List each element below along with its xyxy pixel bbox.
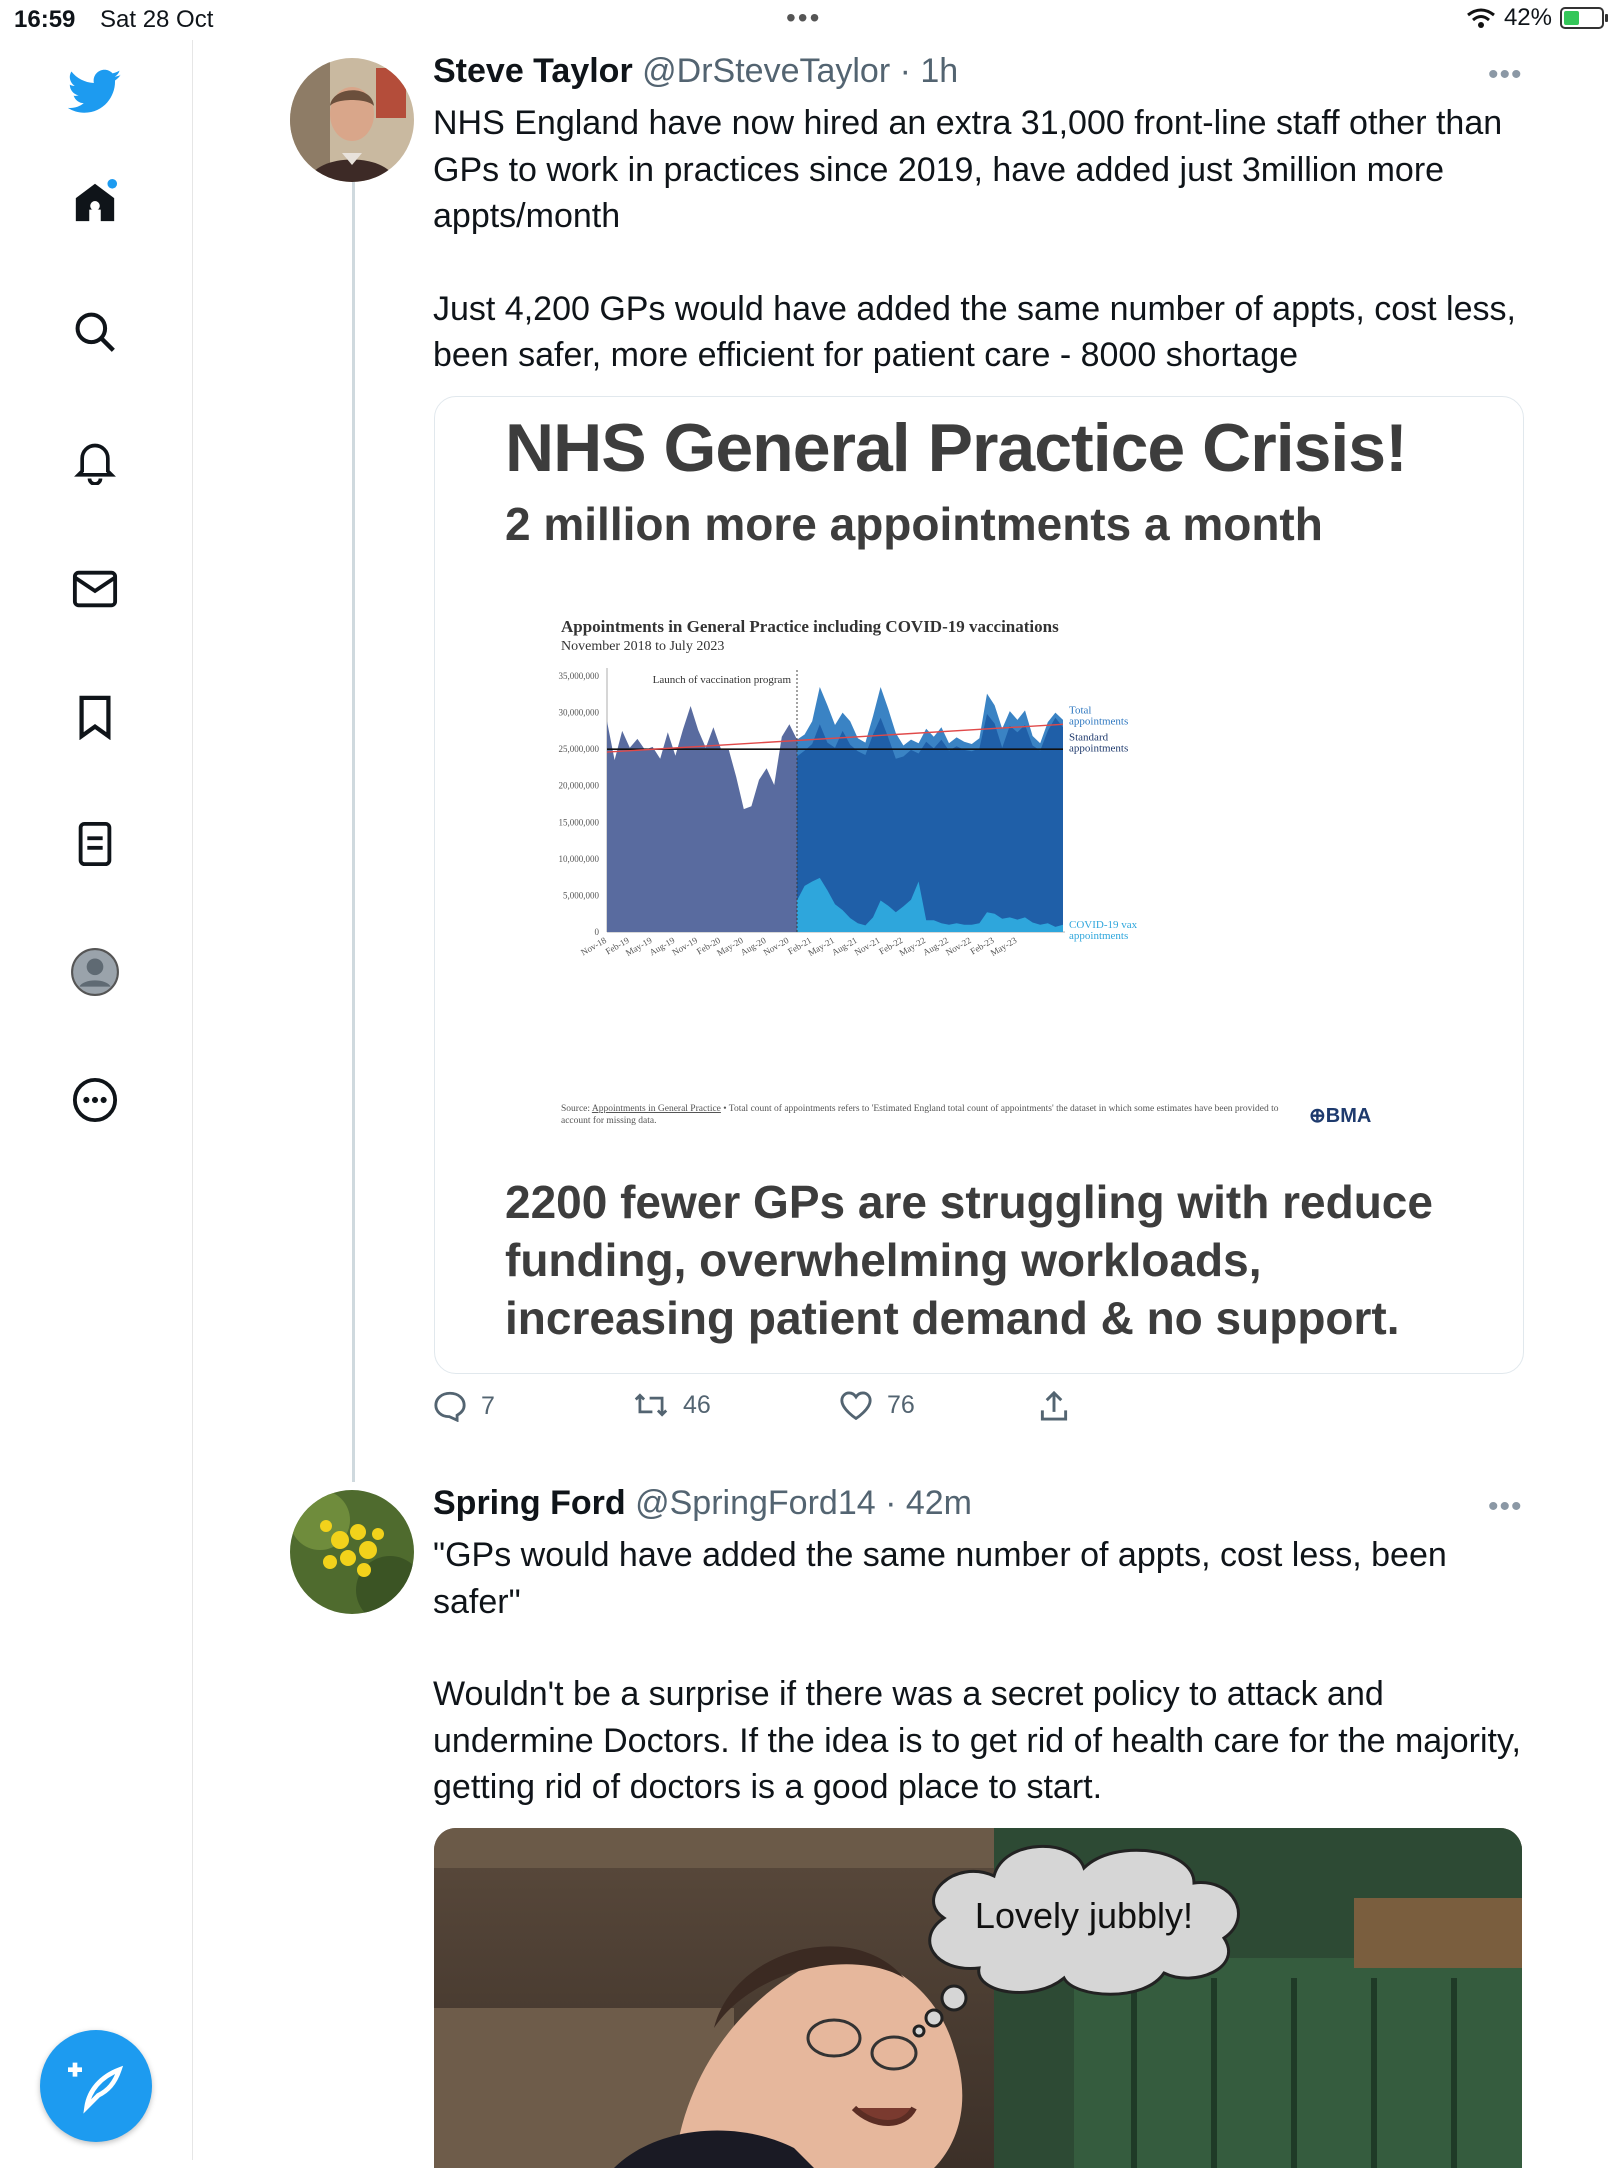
pre-vaccination-area <box>607 706 797 932</box>
x-tick-label: Nov-21 <box>852 935 882 958</box>
tweet-text <box>433 100 1533 379</box>
standard-appointments-area <box>797 714 1063 932</box>
x-tick-label: Feb-19 <box>603 935 631 957</box>
sidebar <box>0 40 193 2160</box>
y-tick-label: 20,000,000 <box>558 780 599 791</box>
retweet-count: 46 <box>683 1390 711 1419</box>
status-time: 16:59 <box>14 6 76 33</box>
reply-icon <box>433 1390 467 1422</box>
legend-standard-appointments: appointments <box>1069 742 1129 755</box>
author-name[interactable]: Steve Taylor <box>433 52 633 90</box>
source-link: Appointments in General Practice <box>591 1104 721 1114</box>
chart-title: Appointments in General Practice including COVID-19 vaccinations <box>561 617 1059 636</box>
bma-logo-icon: ⊕ <box>1309 1105 1326 1127</box>
status-date: Sat 28 Oct <box>100 6 214 33</box>
card-footer-text: 2200 fewer GPs are struggling with reduce funding, overwhelming workloads, increasing patient demand & no support. <box>505 1176 1433 1344</box>
tweet-paragraph: Just 4,200 GPs would have added the same number of appts, cost less, been safer, more efficient for patient care - 8000 shortage <box>433 289 1516 374</box>
legend-total-appointments: Total <box>1069 704 1092 717</box>
x-tick-label: Feb-21 <box>786 935 814 957</box>
avatar-spring-ford[interactable] <box>290 1490 414 1614</box>
legend-standard-appointments: Standard <box>1069 731 1109 744</box>
y-tick-label: 0 <box>594 927 599 937</box>
x-tick-label: Feb-22 <box>877 935 905 957</box>
chart-source <box>561 1103 1301 1127</box>
tweet-time[interactable]: 1h <box>920 52 959 90</box>
y-tick-label: 25,000,000 <box>558 744 599 755</box>
author-handle[interactable]: @SpringFord14 <box>635 1484 876 1522</box>
retweet-icon <box>633 1390 669 1420</box>
y-tick-label: 30,000,000 <box>558 707 599 718</box>
x-tick-label: Aug-22 <box>921 935 950 958</box>
x-tick-label: Nov-20 <box>761 935 791 958</box>
x-tick-label: May-21 <box>806 935 836 958</box>
lists-icon[interactable] <box>68 817 122 871</box>
multitask-dots-icon[interactable]: ••• <box>786 2 822 33</box>
x-tick-label: May-23 <box>988 935 1019 958</box>
compose-feather-icon <box>68 2058 124 2114</box>
author-name[interactable]: Spring Ford <box>433 1484 626 1522</box>
x-tick-label: Aug-20 <box>738 935 768 958</box>
twitter-logo-icon[interactable] <box>68 65 122 119</box>
meme-picture <box>434 1828 1522 2168</box>
appointments-chart <box>547 607 1407 1137</box>
wifi-icon <box>1466 7 1496 29</box>
y-tick-label: 15,000,000 <box>558 817 599 828</box>
tweet-meme-image[interactable] <box>434 1828 1522 2168</box>
tweet-image-card[interactable] <box>434 396 1524 1374</box>
y-tick-label: 35,000,000 <box>558 671 599 681</box>
tweet-actions <box>433 1390 1133 1430</box>
tweet-header: Steve Taylor @DrSteveTaylor · 1h <box>433 52 959 90</box>
x-tick-label: May-20 <box>715 935 745 958</box>
author-handle[interactable]: @DrSteveTaylor <box>642 52 891 90</box>
compose-tweet-button[interactable] <box>40 2030 152 2142</box>
x-tick-label: May-22 <box>897 935 928 958</box>
tweet-time[interactable]: 42m <box>905 1484 972 1522</box>
tweet-more-icon[interactable]: ••• <box>1488 1490 1523 1523</box>
tweet-header: Spring Ford @SpringFord14 · 42m <box>433 1484 972 1522</box>
reply-button[interactable] <box>433 1390 495 1422</box>
y-tick-label: 10,000,000 <box>558 853 599 864</box>
x-tick-label: Feb-23 <box>968 935 996 957</box>
legend-total-appointments: appointments <box>1069 715 1129 728</box>
tweet-paragraph: NHS England have now hired an extra 31,000 front-line staff other than GPs to work in practices since 2019, have added just 3million more appts/month <box>433 104 1503 235</box>
battery-percent: 42% <box>1503 4 1552 31</box>
tweet-more-icon[interactable]: ••• <box>1488 58 1523 91</box>
meme-bubble-text: Lovely jubbly! <box>974 1895 1194 1936</box>
profile-icon[interactable] <box>68 945 122 999</box>
bookmark-icon[interactable] <box>68 690 122 744</box>
home-icon[interactable] <box>68 175 122 229</box>
source-label: Source: <box>561 1104 591 1114</box>
search-icon[interactable] <box>68 305 122 359</box>
x-tick-label: Nov-18 <box>579 935 608 958</box>
bma-logo <box>1309 1103 1371 1128</box>
x-tick-label: Feb-20 <box>694 935 722 957</box>
like-button[interactable] <box>839 1390 915 1420</box>
tweet-paragraph: "GPs would have added the same number of appts, cost less, been safer" <box>433 1536 1447 1621</box>
bma-logo-text: BMA <box>1325 1105 1372 1127</box>
x-tick-label: Nov-19 <box>670 935 700 958</box>
vaccination-annotation: Launch of vaccination program <box>652 674 791 686</box>
tweet-text <box>433 1532 1533 1811</box>
card-headline: NHS General Practice Crisis! <box>505 410 1407 486</box>
like-count: 76 <box>887 1390 915 1419</box>
thread-connector-line <box>352 182 355 1482</box>
notifications-bell-icon[interactable] <box>68 435 122 489</box>
legend-covid-vax-appointments: COVID-19 vax <box>1069 919 1138 931</box>
messages-mail-icon[interactable] <box>68 562 122 616</box>
status-right <box>1466 4 1604 32</box>
x-tick-label: Aug-19 <box>647 935 677 958</box>
share-button[interactable] <box>1039 1390 1069 1422</box>
card-subheadline: 2 million more appointments a month <box>505 498 1323 550</box>
chart-svg <box>547 607 1407 1102</box>
share-icon <box>1039 1390 1069 1422</box>
chart-subtitle: November 2018 to July 2023 <box>561 639 725 654</box>
status-bar <box>0 0 1620 40</box>
avatar-steve-taylor[interactable] <box>290 58 414 182</box>
y-tick-label: 5,000,000 <box>563 890 599 901</box>
more-options-icon[interactable] <box>68 1073 122 1127</box>
legend-covid-vax-appointments: appointments <box>1069 930 1129 942</box>
x-tick-label: Aug-21 <box>829 935 859 958</box>
retweet-button[interactable] <box>633 1390 711 1420</box>
x-tick-label: May-19 <box>623 935 654 958</box>
battery-icon <box>1560 7 1604 29</box>
source-note: • Total count of appointments refers to 'Estimated England total count of appointments' the dataset in which some estimates have been provided to account for missing data. <box>561 1104 1279 1126</box>
heart-icon <box>839 1390 873 1420</box>
x-tick-label: Nov-22 <box>943 935 973 958</box>
tweet-paragraph: Wouldn't be a surprise if there was a secret policy to attack and undermine Doctors. If the idea is to get rid of health care for the majority, getting rid of doctors is a good place to start. <box>433 1675 1521 1806</box>
reply-count: 7 <box>481 1391 495 1420</box>
